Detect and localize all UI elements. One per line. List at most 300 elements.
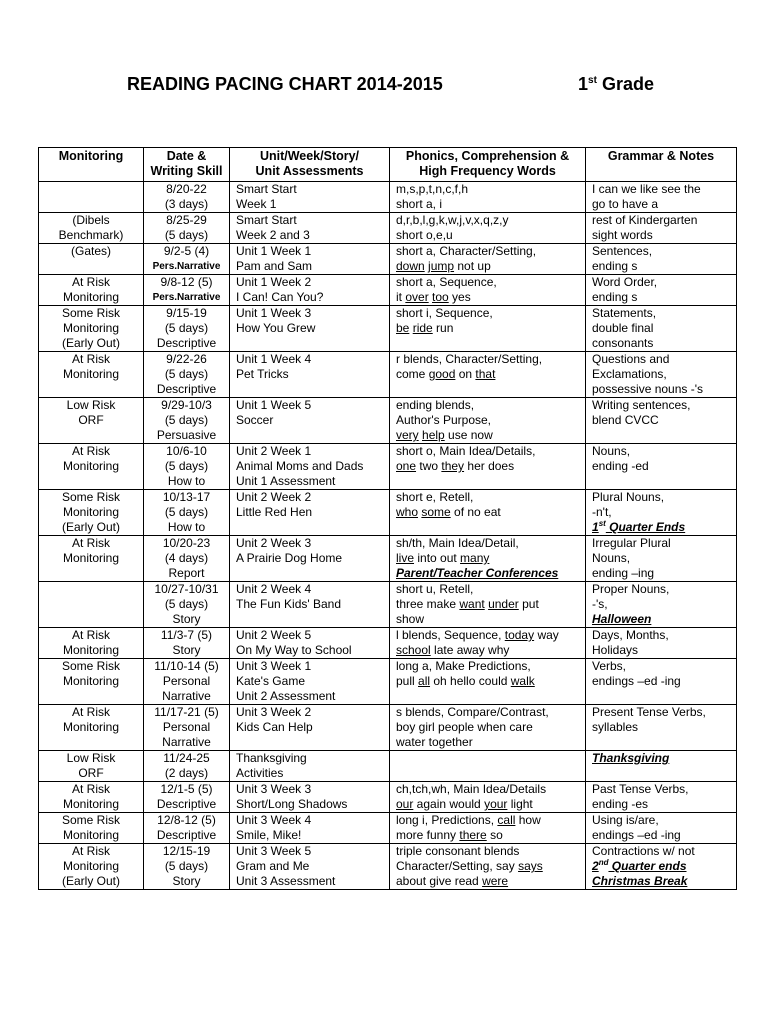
unit-line: Animal Moms and Dads bbox=[236, 459, 364, 473]
phonics-line bbox=[396, 643, 583, 658]
date-line: Descriptive bbox=[156, 828, 217, 842]
date-line: 10/27-10/31 bbox=[154, 582, 219, 596]
date-line: (5 days) bbox=[164, 413, 209, 427]
phonics-line bbox=[396, 505, 583, 520]
monitoring-cell bbox=[39, 582, 144, 628]
unit-line: Unit 3 Week 4 bbox=[236, 813, 312, 827]
grammar-line bbox=[592, 444, 734, 459]
unit-line: Unit 1 Week 3 bbox=[236, 306, 312, 320]
phonics-line bbox=[396, 182, 583, 197]
unit-line: Thanksgiving bbox=[236, 751, 307, 765]
monitoring-cell bbox=[39, 444, 144, 490]
text-segment: Christmas Break bbox=[592, 874, 688, 888]
text-segment: Parent/Teacher Conferences bbox=[396, 566, 559, 580]
grammar-cell bbox=[586, 275, 737, 306]
text-segment: today bbox=[504, 628, 535, 642]
date-cell bbox=[144, 490, 230, 536]
phonics-cell bbox=[390, 352, 586, 398]
date-line: Descriptive bbox=[156, 336, 217, 350]
date-line: (5 days) bbox=[164, 597, 209, 611]
text-segment: short a, i bbox=[396, 197, 443, 211]
text-segment: ending s bbox=[592, 290, 638, 304]
monitoring-cell bbox=[39, 751, 144, 782]
phonics-line bbox=[396, 597, 583, 612]
text-segment: blend CVCC bbox=[592, 413, 659, 427]
monitoring-line: Monitoring bbox=[62, 674, 120, 688]
unit-line: Kids Can Help bbox=[236, 720, 313, 734]
date-cell bbox=[144, 244, 230, 275]
grammar-line bbox=[592, 321, 734, 336]
phonics-line bbox=[396, 413, 583, 428]
monitoring-line: Low Risk bbox=[66, 751, 116, 765]
date-line: (5 days) bbox=[164, 505, 209, 519]
text-segment: two bbox=[416, 459, 442, 473]
date-line: 11/3-7 (5) bbox=[160, 628, 213, 642]
monitoring-line: Monitoring bbox=[62, 643, 120, 657]
monitoring-line: At Risk bbox=[71, 705, 110, 719]
date-cell bbox=[144, 306, 230, 352]
monitoring-cell bbox=[39, 182, 144, 213]
date-line: 9/15-19 bbox=[166, 306, 207, 320]
phonics-line bbox=[396, 428, 583, 443]
text-segment: -'s, bbox=[592, 597, 608, 611]
text-segment: how bbox=[515, 813, 541, 827]
grammar-cell bbox=[586, 306, 737, 352]
text-segment: all bbox=[418, 674, 431, 688]
phonics-line bbox=[396, 844, 583, 859]
date-line: Story bbox=[172, 643, 201, 657]
unit-line: Week 1 bbox=[236, 197, 277, 211]
phonics-line bbox=[396, 290, 583, 305]
monitoring-cell bbox=[39, 398, 144, 444]
date-cell bbox=[144, 751, 230, 782]
unit-line: Unit 3 Assessment bbox=[236, 874, 336, 888]
grammar-cell bbox=[586, 182, 737, 213]
date-cell bbox=[144, 659, 230, 705]
phonics-cell bbox=[390, 844, 586, 890]
monitoring-cell bbox=[39, 306, 144, 352]
col-header-line: Phonics, Comprehension & bbox=[405, 149, 570, 163]
date-line: (2 days) bbox=[164, 766, 209, 780]
monitoring-line: Monitoring bbox=[62, 797, 120, 811]
text-segment: oh hello could bbox=[430, 674, 511, 688]
text-segment: one bbox=[396, 459, 417, 473]
date-cell bbox=[144, 213, 230, 244]
table-row bbox=[39, 844, 737, 890]
monitoring-cell bbox=[39, 813, 144, 844]
text-segment: into out bbox=[414, 551, 461, 565]
table-row bbox=[39, 813, 737, 844]
date-line: Narrative bbox=[162, 735, 211, 749]
date-line: Pers.Narrative bbox=[152, 292, 221, 303]
date-line: Descriptive bbox=[156, 797, 217, 811]
date-line: 10/13-17 bbox=[162, 490, 211, 504]
grade-label bbox=[578, 74, 654, 95]
text-segment: late away why bbox=[430, 643, 510, 657]
text-segment: over bbox=[405, 290, 429, 304]
date-line: Story bbox=[172, 612, 201, 626]
text-segment: m,s,p,t,n,c,f,h bbox=[396, 182, 469, 196]
date-line: 12/1-5 (5) bbox=[160, 782, 213, 796]
phonics-line bbox=[396, 628, 583, 643]
table-header-row bbox=[39, 148, 737, 182]
date-line: (5 days) bbox=[164, 228, 209, 242]
unit-cell bbox=[230, 582, 390, 628]
text-segment: consonants bbox=[592, 336, 654, 350]
phonics-cell bbox=[390, 628, 586, 659]
date-line: 12/15-19 bbox=[162, 844, 211, 858]
text-segment: s blends, Compare/Contrast, bbox=[396, 705, 549, 719]
date-cell bbox=[144, 628, 230, 659]
col-header-monitoring bbox=[39, 148, 144, 182]
text-segment: Proper Nouns, bbox=[592, 582, 670, 596]
text-segment: go to have a bbox=[592, 197, 659, 211]
monitoring-line: At Risk bbox=[71, 275, 110, 289]
text-segment: short a, Character/Setting, bbox=[396, 244, 537, 258]
text-segment: more funny bbox=[396, 828, 460, 842]
unit-cell bbox=[230, 705, 390, 751]
date-line: Personal bbox=[162, 720, 211, 734]
unit-line: Unit 2 Assessment bbox=[236, 689, 336, 703]
phonics-line bbox=[396, 551, 583, 566]
unit-line: Unit 1 Week 4 bbox=[236, 352, 312, 366]
monitoring-line: Monitoring bbox=[62, 828, 120, 842]
text-segment: on bbox=[455, 367, 476, 381]
monitoring-cell bbox=[39, 536, 144, 582]
grammar-cell bbox=[586, 582, 737, 628]
text-segment: short a, Sequence, bbox=[396, 275, 497, 289]
phonics-line bbox=[396, 735, 583, 750]
phonics-cell bbox=[390, 444, 586, 490]
date-line: 8/25-29 bbox=[166, 213, 207, 227]
grammar-line bbox=[592, 536, 734, 551]
text-segment: walk bbox=[510, 674, 535, 688]
date-line: Report bbox=[168, 566, 205, 580]
text-segment: Contractions w/ not bbox=[592, 844, 695, 858]
text-segment: pull bbox=[396, 674, 419, 688]
date-line: Narrative bbox=[162, 689, 211, 703]
text-segment: good bbox=[428, 367, 456, 381]
date-line: 10/6-10 bbox=[166, 444, 207, 458]
monitoring-line: Monitoring bbox=[62, 459, 120, 473]
text-segment: ending -es bbox=[592, 797, 649, 811]
grammar-line bbox=[592, 751, 734, 766]
grammar-line bbox=[592, 275, 734, 290]
text-segment: Word Order, bbox=[592, 275, 658, 289]
phonics-line bbox=[396, 859, 583, 874]
phonics-cell bbox=[390, 244, 586, 275]
phonics-line bbox=[396, 782, 583, 797]
unit-line: Week 2 and 3 bbox=[236, 228, 310, 242]
phonics-cell bbox=[390, 398, 586, 444]
grammar-line bbox=[592, 352, 734, 367]
date-line: (4 days) bbox=[164, 551, 209, 565]
monitoring-line: ORF bbox=[78, 413, 104, 427]
text-segment: be bbox=[396, 321, 410, 335]
grammar-line bbox=[592, 643, 734, 658]
phonics-line bbox=[396, 490, 583, 505]
unit-cell bbox=[230, 782, 390, 813]
grade-number: 1 bbox=[578, 74, 589, 94]
text-segment: ch,tch,wh, Main Idea/Details bbox=[396, 782, 547, 796]
table-row bbox=[39, 352, 737, 398]
col-header-line: Unit Assessments bbox=[255, 164, 364, 178]
grammar-line bbox=[592, 797, 734, 812]
grammar-line bbox=[592, 213, 734, 228]
monitoring-cell bbox=[39, 659, 144, 705]
unit-line: Unit 1 Week 1 bbox=[236, 244, 312, 258]
date-line: 11/17-21 (5) bbox=[154, 705, 219, 719]
grammar-line bbox=[592, 859, 734, 874]
table-row bbox=[39, 751, 737, 782]
unit-cell bbox=[230, 275, 390, 306]
phonics-line bbox=[396, 828, 583, 843]
monitoring-cell bbox=[39, 213, 144, 244]
monitoring-line: Some Risk bbox=[61, 306, 120, 320]
unit-cell bbox=[230, 444, 390, 490]
text-segment: nd bbox=[598, 858, 609, 867]
text-segment: rest of Kindergarten bbox=[592, 213, 698, 227]
phonics-line bbox=[396, 674, 583, 689]
unit-cell bbox=[230, 813, 390, 844]
phonics-cell bbox=[390, 813, 586, 844]
phonics-line bbox=[396, 874, 583, 889]
monitoring-line: Low Risk bbox=[66, 398, 116, 412]
grammar-line bbox=[592, 844, 734, 859]
text-segment: light bbox=[507, 797, 533, 811]
table-row bbox=[39, 705, 737, 751]
unit-line: Unit 2 Week 1 bbox=[236, 444, 312, 458]
text-segment: Days, Months, bbox=[592, 628, 669, 642]
text-segment: ending -ed bbox=[592, 459, 649, 473]
text-segment: our bbox=[396, 797, 414, 811]
grammar-line bbox=[592, 566, 734, 581]
monitoring-line: Monitoring bbox=[62, 859, 120, 873]
text-segment: Present Tense Verbs, bbox=[592, 705, 706, 719]
text-segment: Sentences, bbox=[592, 244, 653, 258]
monitoring-line: At Risk bbox=[71, 444, 110, 458]
table-row bbox=[39, 244, 737, 275]
phonics-line bbox=[396, 352, 583, 367]
date-cell bbox=[144, 398, 230, 444]
table-body bbox=[39, 182, 737, 890]
text-segment: put bbox=[518, 597, 539, 611]
unit-cell bbox=[230, 352, 390, 398]
phonics-cell bbox=[390, 275, 586, 306]
text-segment: sh/th, Main Idea/Detail, bbox=[396, 536, 519, 550]
text-segment: ending blends, bbox=[396, 398, 475, 412]
col-header-date bbox=[144, 148, 230, 182]
text-segment: Quarter Ends bbox=[605, 520, 686, 534]
text-segment: Thanksgiving bbox=[592, 751, 670, 765]
page-title: READING PACING CHART 2014-2015 bbox=[127, 74, 443, 94]
unit-line: Unit 2 Week 2 bbox=[236, 490, 312, 504]
table-row bbox=[39, 628, 737, 659]
text-segment: Irregular Plural bbox=[592, 536, 671, 550]
text-segment: boy girl people when care bbox=[396, 720, 533, 734]
table-row bbox=[39, 582, 737, 628]
unit-line: Pet Tricks bbox=[236, 367, 289, 381]
date-line: Story bbox=[172, 874, 201, 888]
grammar-line bbox=[592, 382, 734, 397]
phonics-line bbox=[396, 259, 583, 274]
date-line: (5 days) bbox=[164, 859, 209, 873]
monitoring-line: Monitoring bbox=[62, 720, 120, 734]
unit-line: Unit 2 Week 5 bbox=[236, 628, 312, 642]
text-segment: d,r,b,l,g,k,w,j,v,x,q,z,y bbox=[396, 213, 509, 227]
grammar-line bbox=[592, 520, 734, 535]
col-header-line: Monitoring bbox=[58, 149, 124, 163]
monitoring-line: At Risk bbox=[71, 782, 110, 796]
phonics-line bbox=[396, 536, 583, 551]
unit-cell bbox=[230, 536, 390, 582]
unit-line: Kate's Game bbox=[236, 674, 305, 688]
text-segment: help bbox=[422, 428, 445, 442]
date-line: (3 days) bbox=[164, 197, 209, 211]
monitoring-line: (Early Out) bbox=[61, 874, 120, 888]
text-segment: long i, Predictions, bbox=[396, 813, 498, 827]
monitoring-line: Monitoring bbox=[62, 321, 120, 335]
grammar-line bbox=[592, 813, 734, 828]
monitoring-cell bbox=[39, 628, 144, 659]
monitoring-line: (Early Out) bbox=[61, 520, 120, 534]
grammar-cell bbox=[586, 844, 737, 890]
text-segment: yes bbox=[448, 290, 471, 304]
phonics-line bbox=[396, 306, 583, 321]
monitoring-cell bbox=[39, 490, 144, 536]
date-line: Personal bbox=[162, 674, 211, 688]
unit-line: How You Grew bbox=[236, 321, 316, 335]
phonics-line bbox=[396, 275, 583, 290]
text-segment: long a, Make Predictions, bbox=[396, 659, 531, 673]
col-header-grammar bbox=[586, 148, 737, 182]
text-segment: Statements, bbox=[592, 306, 657, 320]
text-segment: water together bbox=[396, 735, 473, 749]
grammar-line bbox=[592, 259, 734, 274]
grammar-line bbox=[592, 459, 734, 474]
text-segment: I can we like see the bbox=[592, 182, 701, 196]
text-segment: st bbox=[598, 519, 606, 528]
phonics-cell bbox=[390, 536, 586, 582]
date-cell bbox=[144, 444, 230, 490]
text-segment: 2 bbox=[592, 859, 599, 873]
phonics-cell bbox=[390, 751, 586, 782]
unit-line: Smart Start bbox=[236, 213, 297, 227]
monitoring-line: Monitoring bbox=[62, 505, 120, 519]
date-line: How to bbox=[167, 520, 206, 534]
date-line: 11/24-25 bbox=[163, 751, 210, 765]
text-segment: 1 bbox=[592, 520, 599, 534]
phonics-line bbox=[396, 228, 583, 243]
unit-cell bbox=[230, 659, 390, 705]
text-segment: use now bbox=[444, 428, 493, 442]
date-line: 8/20-22 bbox=[166, 182, 207, 196]
date-cell bbox=[144, 536, 230, 582]
unit-line: Gram and Me bbox=[236, 859, 310, 873]
date-line: 10/20-23 bbox=[162, 536, 211, 550]
text-segment: who bbox=[396, 505, 419, 519]
text-segment: of no eat bbox=[450, 505, 501, 519]
table-row bbox=[39, 782, 737, 813]
date-line: (5 days) bbox=[164, 321, 209, 335]
monitoring-line: ORF bbox=[78, 766, 104, 780]
text-segment: sight words bbox=[592, 228, 653, 242]
phonics-line bbox=[396, 459, 583, 474]
phonics-line bbox=[396, 213, 583, 228]
grammar-cell bbox=[586, 751, 737, 782]
phonics-line bbox=[396, 244, 583, 259]
date-line: 9/22-26 bbox=[166, 352, 207, 366]
text-segment: your bbox=[484, 797, 508, 811]
text-segment: very bbox=[396, 428, 419, 442]
text-segment: endings –ed -ing bbox=[592, 828, 681, 842]
grammar-cell bbox=[586, 705, 737, 751]
text-segment: Using is/are, bbox=[592, 813, 659, 827]
unit-line: Unit 1 Assessment bbox=[236, 474, 336, 488]
grammar-line bbox=[592, 197, 734, 212]
table-row bbox=[39, 659, 737, 705]
text-segment: ending s bbox=[592, 259, 638, 273]
phonics-cell bbox=[390, 213, 586, 244]
text-segment: there bbox=[459, 828, 487, 842]
grammar-line bbox=[592, 490, 734, 505]
grammar-line bbox=[592, 244, 734, 259]
unit-line: Unit 2 Week 3 bbox=[236, 536, 312, 550]
date-cell bbox=[144, 352, 230, 398]
text-segment: jump bbox=[428, 259, 455, 273]
unit-line: I Can! Can You? bbox=[236, 290, 324, 304]
unit-line: The Fun Kids' Band bbox=[236, 597, 342, 611]
table-row bbox=[39, 398, 737, 444]
phonics-line bbox=[396, 444, 583, 459]
unit-line: Smart Start bbox=[236, 182, 297, 196]
unit-line: Smile, Mike! bbox=[236, 828, 302, 842]
unit-cell bbox=[230, 844, 390, 890]
text-segment: that bbox=[475, 367, 496, 381]
grade-word: Grade bbox=[601, 74, 654, 94]
text-segment: ride bbox=[412, 321, 433, 335]
table-row bbox=[39, 213, 737, 244]
monitoring-line: At Risk bbox=[71, 536, 110, 550]
pacing-table bbox=[38, 147, 737, 890]
text-segment: Questions and bbox=[592, 352, 670, 366]
text-segment: show bbox=[396, 612, 425, 626]
unit-line: On My Way to School bbox=[236, 643, 352, 657]
col-header-phonics bbox=[390, 148, 586, 182]
grammar-cell bbox=[586, 490, 737, 536]
date-cell bbox=[144, 275, 230, 306]
unit-line: Activities bbox=[236, 766, 284, 780]
text-segment: Halloween bbox=[592, 612, 652, 626]
table-row bbox=[39, 490, 737, 536]
text-segment: it bbox=[396, 290, 406, 304]
text-segment: way bbox=[534, 628, 559, 642]
grammar-line bbox=[592, 290, 734, 305]
table-row bbox=[39, 536, 737, 582]
grammar-cell bbox=[586, 352, 737, 398]
text-segment: syllables bbox=[592, 720, 639, 734]
col-header-line: Grammar & Notes bbox=[607, 149, 715, 163]
text-segment: some bbox=[421, 505, 451, 519]
phonics-cell bbox=[390, 490, 586, 536]
text-segment: endings –ed -ing bbox=[592, 674, 681, 688]
grammar-line bbox=[592, 874, 734, 889]
date-line: Pers.Narrative bbox=[152, 261, 221, 272]
grammar-line bbox=[592, 659, 734, 674]
text-segment: Writing sentences, bbox=[592, 398, 691, 412]
text-segment: live bbox=[396, 551, 415, 565]
monitoring-line: At Risk bbox=[71, 844, 110, 858]
